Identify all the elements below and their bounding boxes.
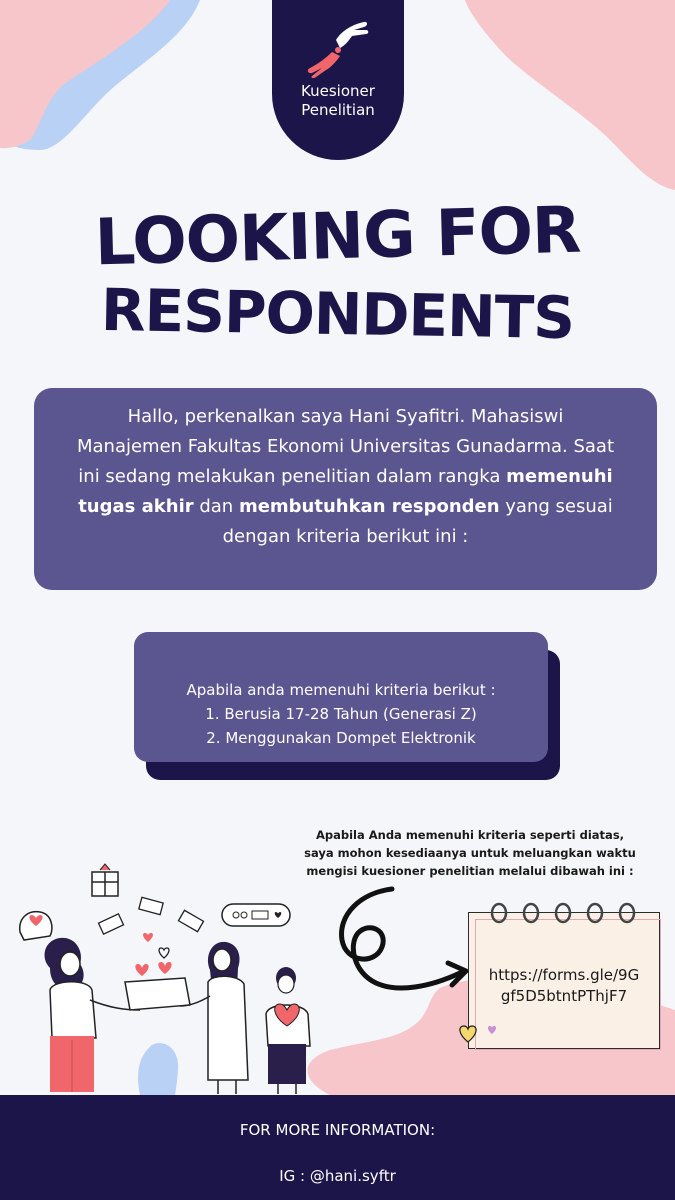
intro-text-2: dan (193, 496, 239, 517)
note-line2: saya mohon kesediaanya untuk meluangkan waktu (304, 846, 636, 860)
gift-icon (92, 864, 118, 896)
footer-contact[interactable]: IG : @hani.syftr (279, 1167, 396, 1185)
intro-bold-2: membutuhkan responden (238, 496, 500, 517)
intro-text-1: Hallo, perkenalkan saya Hani Syafitri. Mahasiswi Manajemen Fakultas Ekonomi Universitas Gunadarma. Saat ini sedang melakukan penelitian dalam rangka (76, 406, 615, 487)
footer (0, 1095, 675, 1200)
intro-box (34, 388, 657, 590)
curly-arrow-icon (330, 885, 480, 1005)
footer-info: FOR MORE INFORMATION: (239, 1121, 436, 1139)
intro-bold-1: memenuhi tugas akhir (78, 466, 613, 517)
title-line2: RESPONDENTS (100, 275, 575, 353)
helping-hands-icon (302, 18, 374, 78)
link-line1[interactable]: https://forms.gle/9G (488, 966, 640, 984)
heart-box-icon (125, 962, 190, 1010)
criteria-box (134, 632, 548, 762)
note-line1: Apabila Anda memenuhi kriteria seperti diatas, (315, 828, 625, 842)
badge-line2: Penelitian (301, 101, 375, 119)
hand-heart-icon (20, 912, 52, 940)
criteria-item-2: 2. Menggunakan Dompet Elektronik (206, 729, 476, 747)
people-sharing-illustration (0, 860, 330, 1095)
badge-line1: Kuesioner (301, 82, 375, 100)
small-hearts-icon (456, 1020, 506, 1050)
form-link[interactable] (469, 965, 659, 1007)
header-badge (272, 0, 404, 160)
criteria-item-1: 1. Berusia 17-28 Tahun (Generasi Z) (205, 705, 477, 723)
instruction-note (300, 826, 640, 880)
link-line2[interactable]: gf5D5btntPThjF7 (500, 987, 628, 1005)
criteria-heading: Apabila anda memenuhi kriteria berikut : (186, 681, 496, 699)
intro-text-3: yang sesuai dengan kriteria berikut ini : (222, 496, 613, 547)
spiral-rings-icon (484, 901, 654, 931)
note-line3: mengisi kuesioner penelitian melalui dibawah ini : (306, 864, 634, 878)
chat-bubble-icon (222, 904, 290, 926)
title-line1: LOOKING FOR (93, 193, 582, 281)
